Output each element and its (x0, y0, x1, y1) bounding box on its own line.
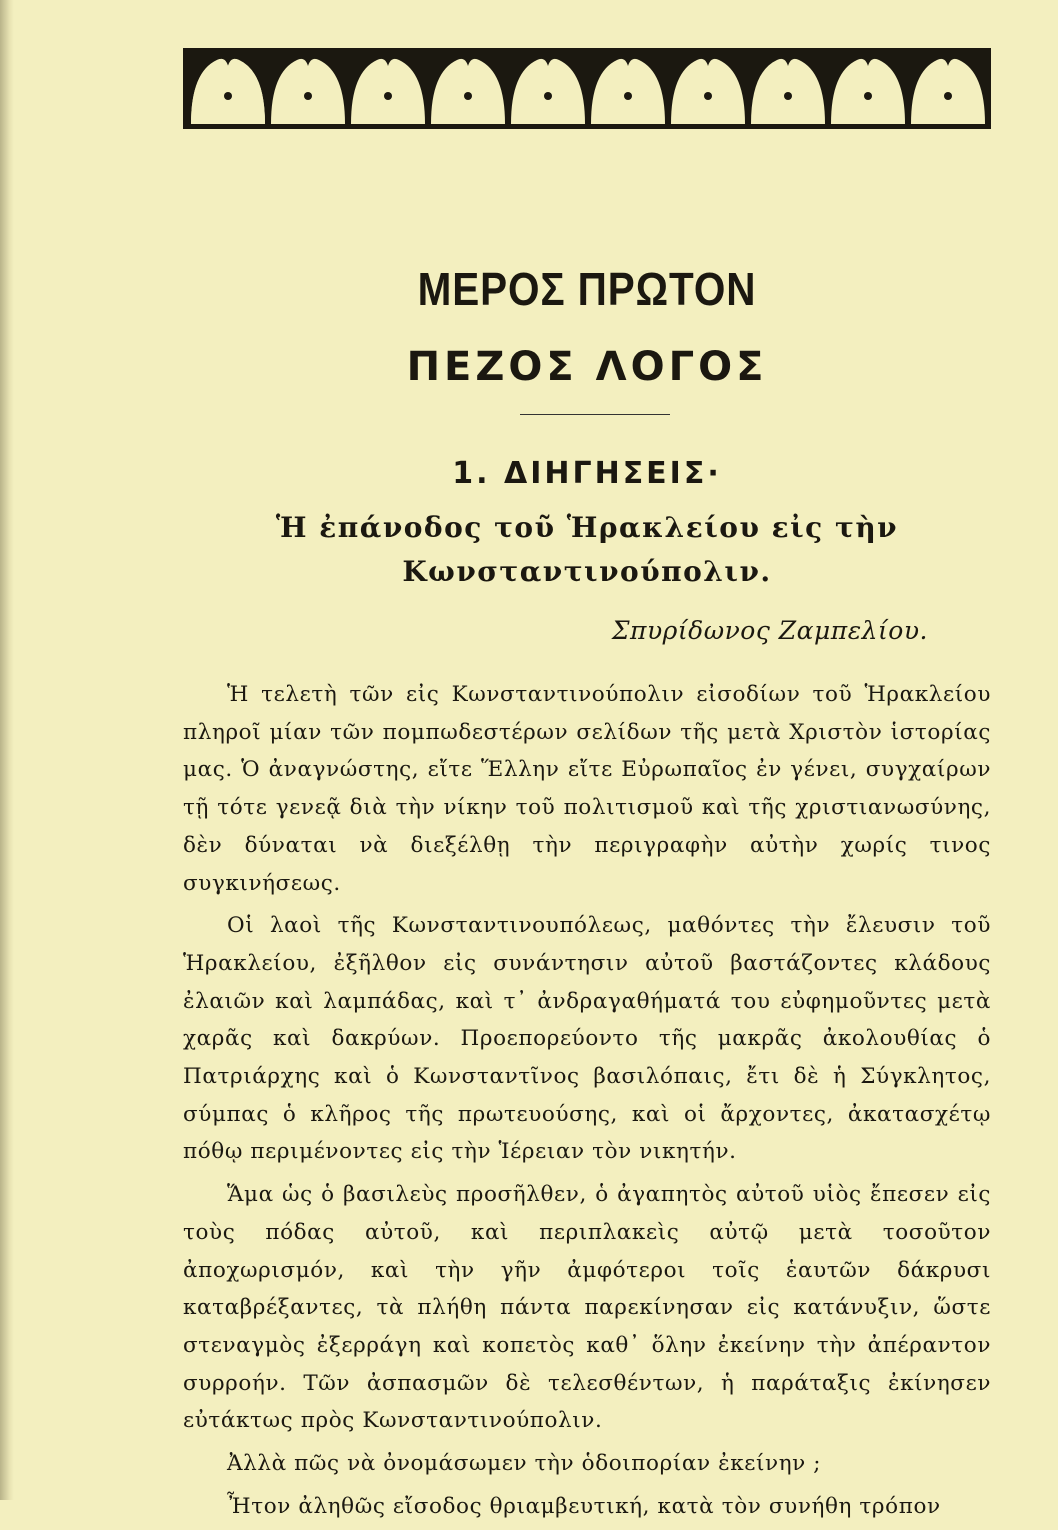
header-rule (183, 127, 991, 129)
paragraph: Ἦτον ἀληθῶς εἴσοδος θριαμβευτική, κατὰ τὸν συνήθη τρόπον (227, 1493, 941, 1519)
heart-arch-ornament-icon (183, 44, 991, 130)
paragraph: Ἅμα ὡς ὁ βασιλεὺς προσῆλθεν, ὁ ἀγαπητὸς αὐτοῦ υἱὸς ἔπεσεν εἰς τοὺς πόδας αὐτοῦ, καὶ περιπλακεὶς αὐτῷ μετὰ τοσοῦτον ἀποχωρισμόν, καὶ τὴν γῆν ἀμφότεροι τοῖς ἑαυτῶν δάκρυσι καταβρέξαντες, τὰ πλήθη πάντα παρεκίνησαν εἰς κατάνυξιν, ὥστε στεναγμὸς ἐξερράγη καὶ κοπετὸς καθ᾿ ὅλην ἐκείνην τὴν ἀπέραντον συρροήν. Τῶν ἀσπασμῶν δὲ τελεσθέντων, ἡ παράταξις ἐκίνησεν εὐτάκτως πρὸς Κωνσταντινούπολιν. (183, 1182, 991, 1434)
paragraph: Οἱ λαοὶ τῆς Κωνσταντινουπόλεως, μαθόντες τὴν ἔλευσιν τοῦ Ἡρακλείου, ἐξῆλθον εἰς συνάντησιν αὐτοῦ βαστάζοντες κλάδους ἐλαιῶν καὶ λαμπάδας, καὶ τ᾿ ἀνδραγαθήματά του εὐφημοῦντες μετὰ χαρᾶς καὶ δακρύων. Προεπορεύοντο τῆς μακρᾶς ἀκολουθίας ὁ Πατριάρχης καὶ ὁ Κωνσταντῖνος βασιλόπαις, ἔτι δὲ ἡ Σύγκλητος, σύμπας ὁ κλῆρος τῆς πρωτευούσης, καὶ οἱ ἄρχοντες, ἀκατασχέτῳ πόθῳ περιμένοντες εἰς τὴν Ἱέρειαν τὸν νικητήν. (183, 913, 991, 1165)
ornamental-header-band (183, 44, 991, 134)
author-name: Σπυρίδωνος Ζαμπελίου. (611, 616, 928, 645)
paragraph: Ἡ τελετὴ τῶν εἰς Κωνσταντινούπολιν εἰσοδίων τοῦ Ἡρακλείου πληροῖ μίαν τῶν πομπωδεστέρων σελίδων τῆς μετὰ Χριστὸν ἱστορίας μας. Ὁ ἀναγνώστης, εἴτε Ἕλλην εἴτε Εὐρωπαῖος ἐν γένει, συγχαίρων τῇ τότε γενεᾷ διὰ τὴν νίκην τοῦ πολιτισμοῦ καὶ τῆς χριστιανωσύνης, δὲν δύναται νὰ διεξέλθῃ τὴν περιγραφὴν αὐτὴν χωρίς τινος συγκινήσεως. (183, 682, 991, 896)
part-title: ΜΕΡΟΣ ΠΡΩΤΟΝ (417, 263, 757, 315)
story-title: Ἡ ἐπάνοδος τοῦ Ἡρακλείου εἰς τὴν Κωνσταντινούπολιν. (275, 511, 899, 588)
page-binding-edge (0, 0, 14, 1500)
title-divider (520, 414, 670, 415)
body-text (183, 676, 991, 1530)
section-title: ΠΕΖΟΣ ΛΟΓΟΣ (406, 344, 768, 390)
paragraph: Ἀλλὰ πῶς νὰ ὀνομάσωμεν τὴν ὁδοιπορίαν ἐκείνην ; (227, 1451, 822, 1477)
chapter-title: 1. ΔΙΗΓΗΣΕΙΣ· (452, 456, 722, 491)
